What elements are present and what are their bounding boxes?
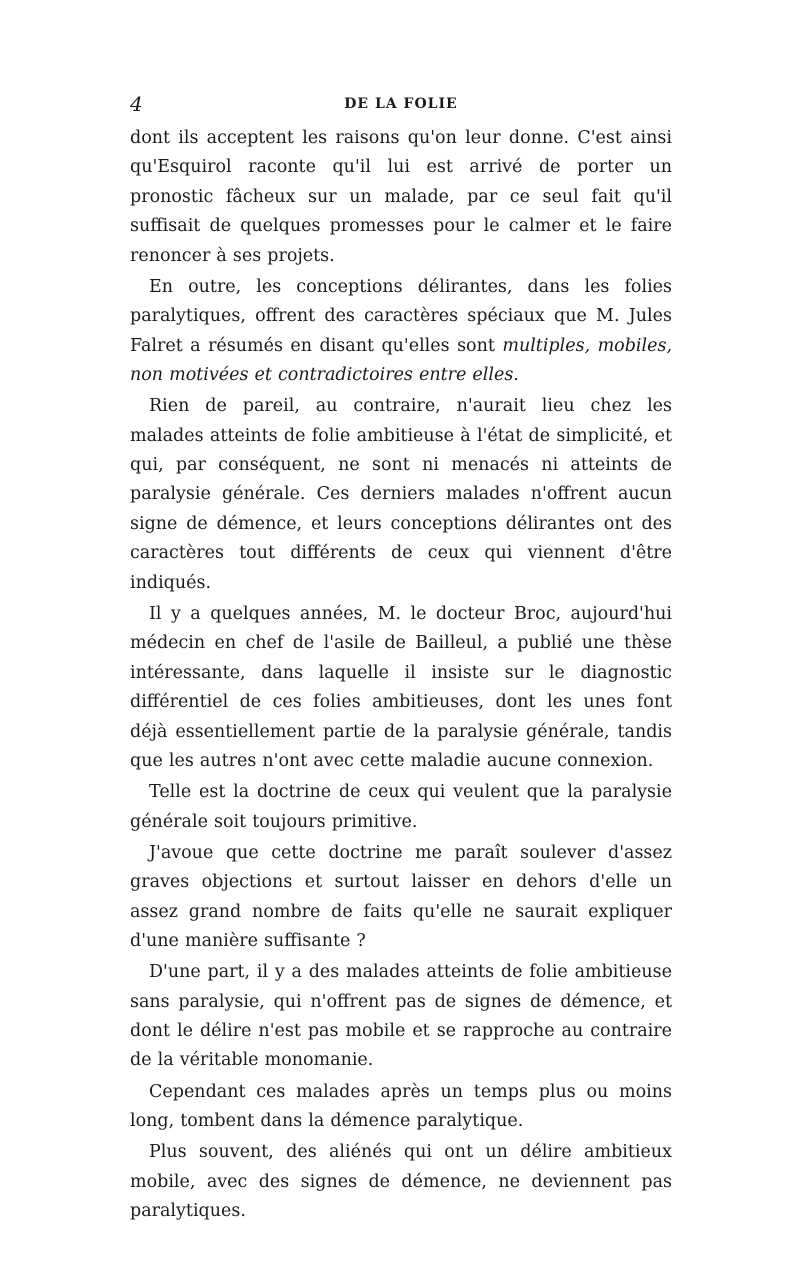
paragraph-1: dont ils acceptent les raisons qu'on leur donne. C'est ainsi qu'Esquirol raconte qu'il lui est arrivé de porter un pronostic fâcheux sur un malade, par ce seul fait qu'il suffisait de quelques promesses pour le calmer et le faire renoncer à ses projets. [130, 128, 672, 266]
body-text [130, 124, 672, 1226]
book-page [130, 92, 672, 1226]
paragraph-5: Telle est la doctrine de ceux qui veulent que la paralysie générale soit toujours primitive. [130, 782, 672, 832]
paragraph-8: Cependant ces malades après un temps plus ou moins long, tombent dans la démence paralytique. [130, 1081, 672, 1131]
paragraph-2-italic: multiples, mobiles, non motivées et contradictoires entre elles. [130, 335, 673, 386]
paragraph-3: Rien de pareil, au contraire, n'aurait lieu chez les malades atteints de folie ambitieuse à l'état de simplicité, et qui, par conséquent, ne sont ni menacés ni atteints de paralysie générale. Ces derniers malades n'offrent aucun signe de démence, et leurs conceptions délirantes ont des caractères tout différents de ceux qui viennent d'être indiqués. [130, 396, 672, 593]
paragraph-4: Il y a quelques années, M. le docteur Broc, aujourd'hui médecin en chef de l'asile de Bailleul, a publié une thèse intéressante, dans laquelle il insiste sur le diagnostic différentiel de ces folies ambitieuses, dont les unes font déjà essentiellement partie de la paralysie générale, tandis que les autres n'ont avec cette maladie aucune connexion. [130, 603, 672, 771]
page-header [130, 92, 672, 120]
paragraph-6: J'avoue que cette doctrine me paraît soulever d'assez graves objections et surtout laisser en dehors d'elle un assez grand nombre de faits qu'elle ne saurait expliquer d'une manière suffisante ? [130, 842, 672, 951]
running-title: DE LA FOLIE [344, 96, 458, 112]
paragraph-2-text: En outre, les conceptions délirantes, dans les folies paralytiques, offrent des caractères spéciaux que M. Jules Falret a résumés en disant qu'elles sont [130, 276, 672, 356]
paragraph-9: Plus souvent, des aliénés qui ont un délire ambitieux mobile, avec des signes de démence, ne deviennent pas paralytiques. [130, 1142, 672, 1221]
page-number: 4 [130, 92, 143, 116]
paragraph-2 [130, 273, 672, 391]
paragraph-7: D'une part, il y a des malades atteints de folie ambitieuse sans paralysie, qui n'offrent pas de signes de démence, et dont le délire n'est pas mobile et se rapproche au contraire de la véritable monomanie. [130, 962, 672, 1071]
